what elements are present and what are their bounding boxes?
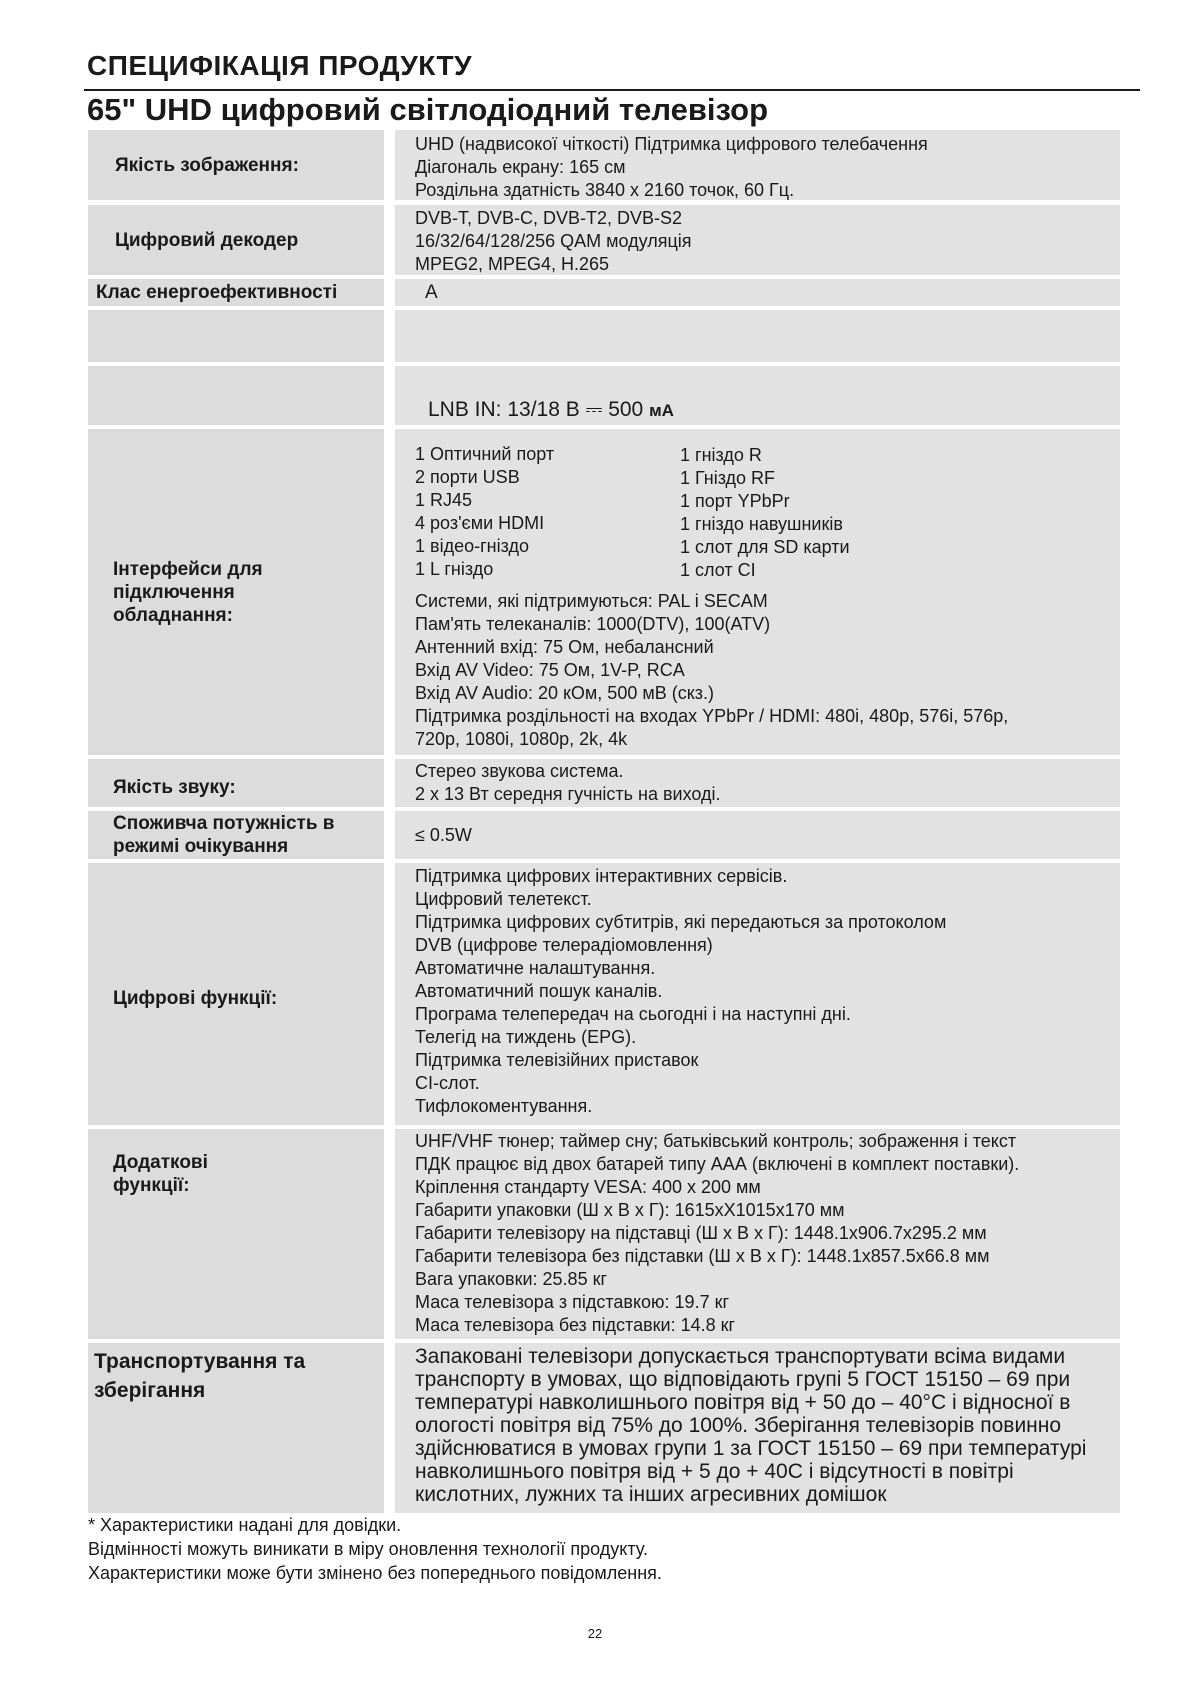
lnb-prefix: LNB IN: 13/18 В: [428, 398, 580, 421]
spec-line: Стерео звукова система.: [415, 761, 624, 781]
footer-note: Характеристики може бути змінено без попереднього повідомлення.: [88, 1563, 662, 1583]
spec-line: температурі навколишнього повітря від + 50 до – 40°C і відносної в: [415, 1391, 1071, 1414]
port-item: 1 слот CI: [680, 560, 756, 580]
port-item: 1 L гніздо: [415, 559, 494, 579]
port-item: 1 порт YPbPr: [680, 491, 790, 511]
port-item: 2 порти USB: [415, 467, 520, 487]
spec-line: Системи, які підтримуються: PAL і SECAM: [415, 591, 768, 611]
spec-line: Габарити телевізору на підставці (Ш x В x Г): 1448.1x906.7x295.2 мм: [415, 1223, 987, 1243]
spec-line: здійснюватися в умовах групи 1 за ГОСТ 15150 – 69 при температурі: [415, 1437, 1087, 1460]
spec-line: Телегід на тиждень (EPG).: [415, 1027, 637, 1047]
spec-row-standby: [88, 811, 1120, 859]
spec-label: Клас енергоефективності: [88, 279, 384, 306]
port-item: 4 роз'єми HDMI: [415, 513, 545, 533]
spec-label-empty: [88, 366, 384, 425]
footer-note: Відмінності можуть виникати в міру оновлення технології продукту.: [88, 1539, 648, 1559]
spec-line: Підтримка роздільності на входах YPbPr / HDMI: 480i, 480p, 576i, 576p,: [415, 706, 1009, 726]
spec-label: Цифрові функції:: [88, 863, 384, 1125]
spec-line: CI-слот.: [415, 1073, 480, 1093]
spec-row-extra: [88, 1129, 1120, 1339]
port-item: 1 гніздо навушників: [680, 514, 843, 534]
spec-row-sound: [88, 759, 1120, 807]
spec-line: Підтримка цифрових субтитрів, які передаються за протоколом: [415, 912, 947, 932]
spec-line: Маса телевізора без підставки: 14.8 кг: [415, 1315, 736, 1335]
spec-line: UHF/VHF тюнер; таймер сну; батьківський контроль; зображення і текст: [415, 1131, 1017, 1151]
spec-value: ≤ 0.5W: [395, 811, 1120, 859]
spec-line: Кріплення стандарту VESA: 400 x 200 мм: [415, 1177, 761, 1197]
spec-row-lnb: [88, 366, 1120, 425]
spec-line: ПДК працює від двох батарей типу ААА (включені в комплект поставки).: [415, 1154, 1020, 1174]
spec-line: Автоматичне налаштування.: [415, 958, 656, 978]
port-item: 1 Гніздо RF: [680, 468, 776, 488]
lnb-value: [395, 366, 1120, 425]
spec-label: Транспортування та зберігання: [88, 1343, 384, 1513]
dc-symbol-icon: ⎓: [585, 398, 603, 421]
spec-line: Автоматичний пошук каналів.: [415, 981, 663, 1001]
spec-line: Діагональ екрану: 165 см: [415, 157, 626, 177]
spec-row-decoder: [88, 205, 1120, 275]
footer-note: * Характеристики надані для довідки.: [88, 1515, 402, 1535]
spec-line: 720p, 1080i, 1080p, 2k, 4k: [415, 729, 628, 749]
spec-line: Підтримка телевізійних приставок: [415, 1050, 699, 1070]
spec-line: Габарити упаковки (Ш x В x Г): 1615xX1015x170 мм: [415, 1200, 845, 1220]
port-item: 1 Оптичний порт: [415, 444, 555, 464]
port-item: 1 відео-гніздо: [415, 536, 529, 556]
spec-row-digital: [88, 863, 1120, 1125]
spec-value-empty: [395, 310, 1120, 362]
spec-line: Тифлокоментування.: [415, 1096, 593, 1116]
page-subtitle: 65" UHD цифровий світлодіодний телевізор: [87, 92, 769, 127]
spec-line: Цифровий телетекст.: [415, 889, 592, 909]
spec-line: Вхід AV Video: 75 Ом, 1V-P, RCA: [415, 660, 685, 680]
spec-line: Габарити телевізора без підставки (Ш x В x Г): 1448.1x857.5x66.8 мм: [415, 1246, 990, 1266]
port-item: 1 слот для SD карти: [680, 537, 850, 557]
spec-line: DVB-T, DVB-C, DVB-T2, DVB-S2: [415, 208, 683, 228]
spec-value: A: [395, 279, 1120, 306]
spec-line: кислотних, лужних та інших агресивних домішок: [415, 1483, 887, 1506]
port-item: 1 гніздо R: [680, 445, 762, 465]
spec-row-empty: [88, 310, 1120, 362]
title-divider: [84, 89, 1140, 91]
spec-line: Вхід AV Audio: 20 кОм, 500 мВ (скз.): [415, 683, 715, 703]
spec-value: [395, 1129, 1120, 1339]
page-title: СПЕЦИФІКАЦІЯ ПРОДУКТУ: [87, 50, 473, 81]
spec-line: транспорту в умовах, що відповідають групі 5 ГОСТ 15150 – 69 при: [415, 1368, 1071, 1391]
spec-row-energy: [88, 279, 1120, 306]
spec-value: [395, 863, 1120, 1125]
spec-value: [395, 205, 1120, 275]
lnb-amount: 500: [608, 398, 644, 421]
spec-row-picture: [88, 130, 1120, 200]
spec-value: [395, 429, 1120, 755]
spec-line: Запаковані телевізори допускається транспортувати всіма видами: [415, 1345, 1066, 1368]
spec-line: UHD (надвисокої чіткості) Підтримка цифрового телебачення: [415, 134, 928, 154]
spec-line: 16/32/64/128/256 QAM модуляція: [415, 231, 692, 251]
spec-label: Якість зображення:: [88, 130, 384, 200]
spec-line: Вага упаковки: 25.85 кг: [415, 1269, 608, 1289]
spec-line: Пам'ять телеканалів: 1000(DTV), 100(ATV): [415, 614, 771, 634]
spec-line: MPEG2, MPEG4, H.265: [415, 254, 610, 274]
spec-label: Цифровий декодер: [88, 205, 384, 275]
spec-line: Антенний вхід: 75 Ом, небалансний: [415, 637, 714, 657]
spec-row-interfaces: [88, 429, 1120, 755]
spec-line: Роздільна здатність 3840 x 2160 точок, 60 Гц.: [415, 180, 795, 200]
port-item: 1 RJ45: [415, 490, 473, 510]
spec-line: DVB (цифрове телерадіомовлення): [415, 935, 713, 955]
spec-line: Програма телепередач на сьогодні і на наступні дні.: [415, 1004, 851, 1024]
spec-line: Маса телевізора з підставкою: 19.7 кг: [415, 1292, 730, 1312]
spec-value: [395, 130, 1120, 200]
spec-line: Підтримка цифрових інтерактивних сервісів.: [415, 866, 788, 886]
spec-line: ологості повітря від 75% до 100%. Зберігання телевізорів повинно: [415, 1414, 1062, 1437]
spec-row-transport: [88, 1343, 1120, 1513]
spec-label: Додаткові функції:: [88, 1129, 384, 1339]
spec-label: Інтерфейси для підключення обладнання:: [88, 429, 384, 755]
spec-line: навколишнього повітря від + 5 до + 40С і відсутності в повітрі: [415, 1460, 1014, 1483]
page-number: 22: [587, 1626, 603, 1641]
spec-label: Споживча потужність в режимі очікування: [88, 811, 384, 859]
spec-label: Якість звуку:: [88, 759, 384, 807]
lnb-unit: мА: [649, 401, 674, 420]
spec-value: [395, 1343, 1120, 1513]
spec-line: 2 x 13 Вт середня гучність на виході.: [415, 784, 721, 804]
spec-value: [395, 759, 1120, 807]
ports-list: [415, 443, 1120, 582]
spec-label-empty: [88, 310, 384, 362]
